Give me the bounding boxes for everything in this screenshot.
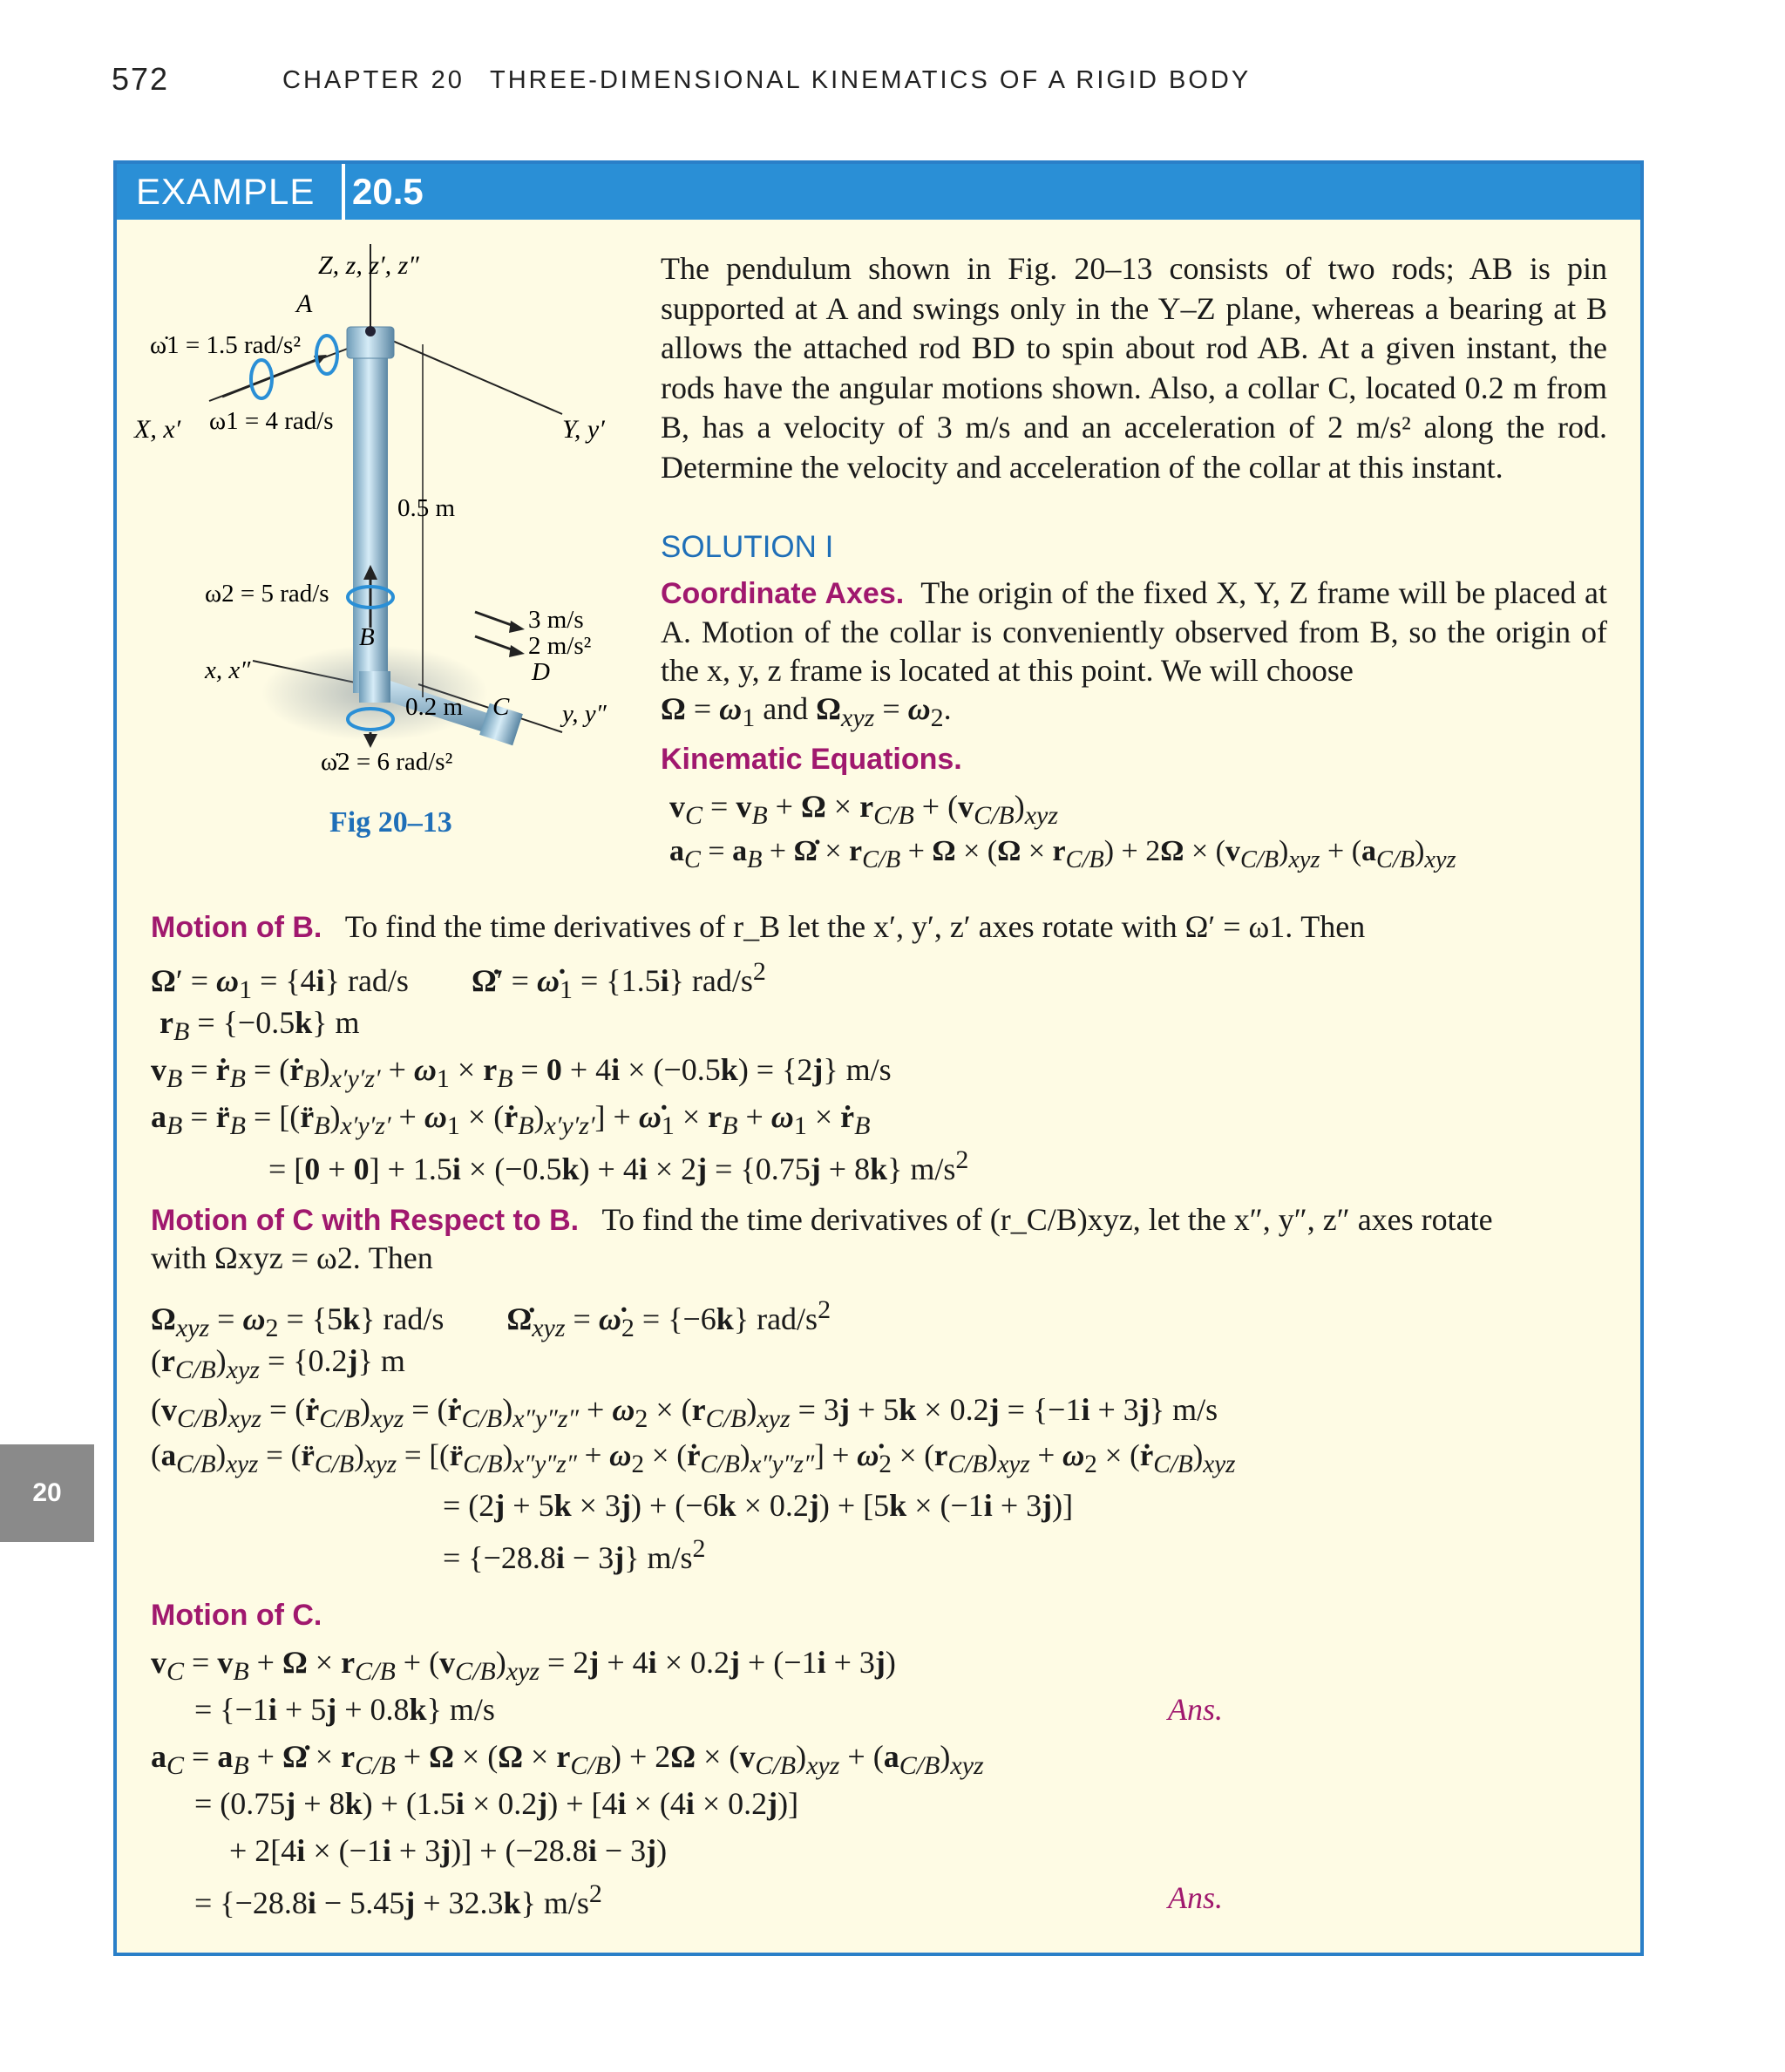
velocity-equation: $v_C = v_B + \Omega \times r_{C/B} + (v_{C/B})_{xyz}$: [669, 789, 1059, 831]
chapter-title: THREE-DIMENSIONAL KINEMATICS OF A RIGID BODY: [490, 66, 1252, 94]
label-omega2-dot: ω̇2 = 6 rad/s²: [321, 748, 453, 776]
eq-ac-step1: = (0.75j + 8k) + (1.5i × 0.2j) + [4i × (4i × 0.2j)]: [194, 1786, 799, 1821]
eq-acb-step: = (2j + 5k × 3j) + (−6k × 0.2j) + [5k × (−1i + 3j)]: [443, 1488, 1074, 1523]
label-point-b: B: [359, 623, 375, 651]
label-point-a: A: [296, 289, 313, 318]
chapter-side-tab: 20: [0, 1444, 94, 1542]
acceleration-equation: $a_C = a_B$ + Ω̇ × $r_{C/B} + \Omega \times (\Omega \times r_{C/B}) + 2\Omega \times (v_{C/B})_{xyz} + (a_{C/B})_{xyz}$: [669, 835, 1456, 873]
label-omega1-dot: ω̇1 = 1.5 rad/s²: [150, 331, 302, 359]
label-axis-x-bottom: x, x″: [205, 656, 251, 684]
frame-choice-equation: $\Omega = \omega_1$ and $\Omega_{xyz} = \omega_2$.: [661, 691, 952, 733]
kinematic-equations-heading: Kinematic Equations.: [661, 743, 962, 776]
eq-ab: $a_B$ = $r̈_B$ = [$(r̈_B)_{x'y'z'} + \omega_1$ × $(ṙ_B)_{x'y'z'}$] + $\omegȧ_1 \times r_B + \omega_1$ × ṙ$_B$: [151, 1099, 871, 1141]
motion-c-heading: Motion of C.: [151, 1599, 322, 1632]
label-acceleration: 2 m/s²: [528, 632, 592, 660]
eq-rcb: $(r_{C/B})_{xyz} = \{0.2j\}$ m: [151, 1343, 405, 1385]
problem-statement: The pendulum shown in Fig. 20–13 consists of two rods; AB is pin supported at A and swings only in the Y–Z plane, whereas a bearing at B allows the attached rod BD to spin about rod AB. At a given instant, the rods have the angular motions shown. Also, a collar C, located 0.2 m from B, has a velocity of 3 m/s and an acceleration of 2 m/s² along the rod. Determine the velocity and acceleration of the collar at this instant.: [661, 251, 1607, 485]
chapter-label: CHAPTER 20: [282, 66, 465, 94]
page-header: [112, 61, 1252, 98]
label-axis-y-top: Y, y′: [562, 415, 605, 444]
motion-b-heading: Motion of B.: [151, 911, 322, 944]
eq-vc: $v_C = v_B + \Omega \times r_{C/B} + (v_{C/B})_{xyz} = 2j + 4i \times 0.2j + (-1i + 3j)$: [151, 1645, 896, 1687]
eq-vb: $v_B$ = ṙ$_B$ = $(ṙ_B)_{x'y'z'} + \omega_1 \times r_B = 0 + 4i \times (-0.5k) = \{2j\}$ m/s: [151, 1052, 892, 1094]
solution-heading: SOLUTION I: [661, 530, 834, 564]
eq-ac-step2: + 2[4i × (−1i + 3j)] + (−28.8i − 3j): [229, 1833, 668, 1868]
velocity-arrowhead: [509, 621, 525, 633]
label-point-d: D: [532, 658, 550, 686]
pendulum-figure: [122, 244, 662, 802]
eq-rb: $r_B = \{-0.5k\}$ m: [159, 1005, 360, 1047]
coordinate-axes-heading: Coordinate Axes.: [661, 577, 905, 610]
bearing-b: [359, 671, 390, 703]
eq-vc-result: = {−1i + 5j + 0.8k} m/s: [194, 1692, 495, 1727]
y-axis-line: [370, 331, 562, 414]
page-number: 572: [112, 61, 170, 97]
eq-ac: $a_C = a_B$ + Ω̇ × $r_{C/B} + \Omega \times (\Omega \times r_{C/B}) + 2\Omega \times (v_{C/B})_{xyz} + (a_{C/B})_{xyz}$: [151, 1739, 984, 1781]
example-number: 20.5: [342, 164, 424, 220]
label-length-ab: 0.5 m: [397, 494, 456, 522]
label-length-bc: 0.2 m: [405, 693, 464, 721]
answer-vc: Ans.: [1168, 1692, 1223, 1727]
acceleration-arrowhead: [509, 645, 525, 657]
eq-vcb: $(v_{C/B})_{xyz}$ = $(ṙ_{C/B})_{xyz}$ = $(ṙ_{C/B})_{x''y''z''} + \omega_2 \times (r_{C/B})_{xyz} = 3j + 5k \times 0.2j = \{-1i + 3j\}$ m/s: [151, 1392, 1218, 1434]
motion-b-paragraph: [151, 908, 1365, 945]
eq-omega-xyz: $\Omega_{xyz} = \omega_2 = \{5k\}$ rad/s $\Omegȧ_{xyz}$ = $\omegȧ_2 = \{-6k\}$ rad/$s^2$: [151, 1295, 831, 1343]
figure-caption: Fig 20–13: [329, 806, 452, 839]
motion-cb-heading: Motion of C with Respect to B.: [151, 1204, 580, 1237]
omega2-dot-arrowhead: [363, 734, 377, 748]
answer-ac: Ans.: [1168, 1880, 1223, 1915]
label-omega2: ω2 = 5 rad/s: [205, 580, 329, 608]
label-axis-x-top: X, x′: [134, 415, 181, 444]
label-axis-z: Z, z, z′, z″: [318, 251, 419, 280]
label-axis-y-bottom: y, y″: [562, 700, 607, 728]
example-banner: [117, 164, 1640, 220]
label-velocity: 3 m/s: [528, 606, 584, 634]
motion-cb-paragraph: [151, 1201, 1493, 1238]
coordinate-axes-paragraph: [661, 574, 1607, 690]
eq-omega-prime: $\Omega' = \omega_1 = \{4i\}$ rad/s Ω̇′ = $\omegȧ_1 = \{1.5i\}$ rad/$s^2$: [151, 957, 766, 1005]
eq-ac-result: = {−28.8i − 5.45j + 32.3k} $m/s^2$: [194, 1879, 602, 1920]
motion-b-text: To find the time derivatives of r_B let the x′, y′, z′ axes rotate with Ω′ = ω1. Then: [344, 909, 1366, 944]
eq-acb: $(a_{C/B})_{xyz}$ = $(r̈_{C/B})_{xyz}$ = [$(r̈_{C/B})_{x''y''z''} + \omega_2$ × $(ṙ_{C/B})_{x''y''z''}$] + $\omegȧ_2 \times (r_{C/B})_{xyz} + \omega_2$ × $(ṙ_{C/B})_{xyz}$: [151, 1438, 1236, 1478]
motion-cb-text2: with Ωxyz = ω2. Then: [151, 1240, 433, 1275]
label-omega1: ω1 = 4 rad/s: [209, 407, 334, 435]
eq-acb-result: = {−28.8i − 3j} $m/s^2$: [443, 1534, 706, 1575]
motion-cb-text1: To find the time derivatives of (r_C/B)xyz, let the x″, y″, z″ axes rotate: [601, 1202, 1493, 1237]
coordinate-axes-text: The origin of the fixed X, Y, Z frame will be placed at A. Motion of the collar is conveniently observed from B, so the origin of the x, y, z frame is located at this point. We will choose: [661, 575, 1608, 688]
eq-ab-result: = [0 + 0] + 1.5i × (−0.5k) + 4i × 2j = {0.75j + 8k} $m/s^2$: [268, 1145, 969, 1186]
pin-a-hole: [365, 326, 376, 336]
example-label: EXAMPLE: [136, 171, 316, 212]
label-point-c: C: [492, 693, 510, 721]
